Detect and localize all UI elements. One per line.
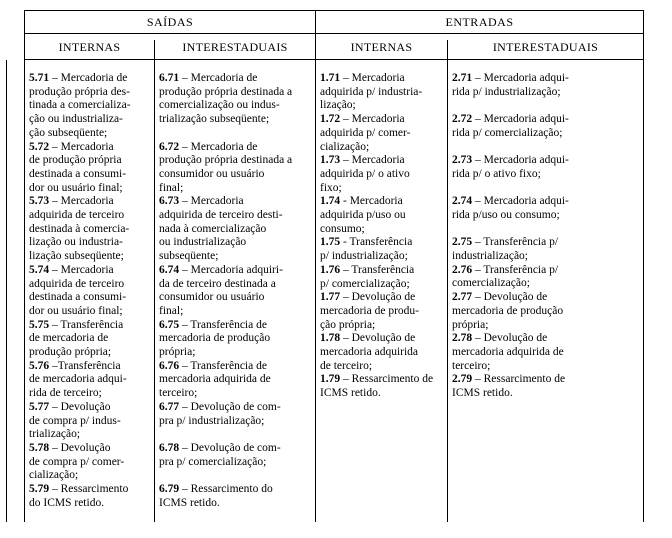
cfop-entry — [29, 195, 153, 264]
cfop-entry — [320, 264, 446, 291]
cfop-description: – Transferência de mercadoria de produção própria; — [159, 318, 271, 359]
outer-margin-line — [6, 60, 7, 522]
cfop-description: – Mercadoria adquirida de terceiro destinada a consumi- dor ou usuário final; — [29, 263, 127, 317]
cfop-description: – Mercadoria de produção própria des- tinada a comercializa- ção ou industrializa- ção subseqüente; — [29, 72, 131, 139]
cfop-description: – Mercadoria adquirida de terceiro desti- nada à comercialização ou industrialização subseqüente; — [159, 195, 283, 263]
cfop-description: – Mercadoria adquirida de terceiro destinada à comercia- lização ou industria- lização subseqüente; — [29, 195, 130, 263]
cfop-code: 2.75 — [452, 236, 473, 249]
cfop-entry — [159, 319, 315, 360]
saidas-entradas-divider — [315, 10, 316, 522]
cfop-description: – Devolução de mercadoria de produção própria; — [452, 291, 564, 331]
cfop-entry — [29, 442, 153, 483]
cfop-code: 2.74 — [452, 195, 473, 208]
cfop-entry — [452, 332, 642, 373]
cfop-entry — [452, 264, 642, 291]
saidas-internas-heading: INTERNAS — [58, 40, 121, 54]
entry-spacer — [452, 99, 642, 113]
entradas-interestaduais-column — [452, 72, 642, 401]
cfop-code: 6.72 — [159, 140, 180, 153]
cfop-description: – Transferência p/ industrialização; — [452, 236, 559, 263]
saidas-heading: SAÍDAS — [146, 15, 194, 29]
cfop-code: 1.72 — [320, 113, 341, 126]
cfop-description: – Transferência de mercadoria adquirida de terceiro; — [159, 359, 271, 400]
cfop-entry — [159, 195, 315, 264]
cfop-entry — [159, 401, 315, 428]
cfop-entry — [320, 332, 446, 373]
cfop-description: – Mercadoria adquirida p/ industria- lização; — [320, 72, 423, 112]
entradas-column-divider — [447, 40, 448, 522]
cfop-entry — [29, 401, 153, 442]
cfop-code: 2.79 — [452, 373, 473, 386]
cfop-entry — [452, 72, 642, 99]
cfop-description: – Devolução de mercadoria adquirida de terceiro; — [320, 332, 419, 372]
cfop-entry — [320, 195, 446, 236]
cfop-description: – Devolução de mercadoria de produ- ção própria; — [320, 291, 419, 331]
cfop-description: – Mercadoria adqui- rida p/ comercialização; — [452, 113, 569, 139]
cfop-code: 6.79 — [159, 483, 180, 496]
cfop-code: 5.72 — [29, 140, 50, 153]
cfop-code: 6.73 — [159, 195, 180, 208]
cfop-code: 1.75 — [320, 236, 341, 249]
cfop-description: – Ressarcimento de ICMS retido. — [320, 373, 434, 400]
cfop-code: 5.74 — [29, 263, 50, 276]
entradas-interestaduais-heading: INTERESTADUAIS — [492, 40, 599, 54]
cfop-description: – Mercadoria adquiri- da de terceiro destinada a consumidor ou usuário final; — [159, 263, 283, 317]
cfop-description: – Devolução de com- pra p/ industrialização; — [159, 400, 281, 427]
cfop-entry — [159, 483, 315, 510]
cfop-code: 2.76 — [452, 263, 473, 276]
cfop-description: – Mercadoria adquirida p/ o ativo fixo; — [320, 154, 410, 194]
saidas-interestaduais-column — [159, 72, 315, 510]
entry-spacer — [159, 428, 315, 442]
cfop-description: – Ressarcimento de ICMS retido. — [452, 373, 566, 400]
cfop-entry — [29, 319, 153, 360]
cfop-code: 6.77 — [159, 400, 180, 413]
cfop-entry — [159, 72, 315, 127]
cfop-code: 6.71 — [159, 72, 180, 84]
cfop-entry — [452, 373, 642, 400]
saidas-internas-column — [29, 72, 153, 511]
cfop-entry — [29, 72, 153, 141]
cfop-description: – Devolução de mercadoria adquirida de terceiro; — [452, 332, 564, 372]
entradas-internas-heading: INTERNAS — [350, 40, 413, 54]
cfop-code: 1.79 — [320, 373, 341, 386]
entry-spacer — [159, 127, 315, 141]
cfop-code: 5.71 — [29, 72, 50, 84]
cfop-description: – Mercadoria adqui- rida p/ o ativo fixo; — [452, 154, 569, 180]
cfop-description: – Transferência de mercadoria de produção própria; — [29, 318, 124, 359]
entradas-internas-column — [320, 72, 446, 401]
cfop-description: – Ressarcimento do ICMS retido. — [159, 483, 273, 509]
cfop-entry — [452, 291, 642, 332]
cfop-description: – Mercadoria de produção própria destinada a consumidor ou usuário final; — [159, 140, 293, 194]
cfop-code: 6.74 — [159, 263, 180, 276]
cfop-entry — [452, 113, 642, 140]
cfop-description: – Transferência p/ comercialização; — [320, 263, 415, 290]
cfop-entry — [452, 195, 642, 222]
cfop-entry — [29, 264, 153, 319]
cfop-code: 2.73 — [452, 154, 473, 167]
cfop-entry — [452, 154, 642, 181]
cfop-description: - Transferência p/ industrialização; — [320, 236, 413, 263]
cfop-description: – Devolução de com- pra p/ comercialização; — [159, 441, 281, 468]
cfop-code: 1.71 — [320, 72, 341, 84]
cfop-description: – Devolução de compra p/ comer- cialização; — [29, 441, 125, 482]
entry-spacer — [159, 469, 315, 483]
cfop-code: 1.73 — [320, 154, 341, 167]
cfop-entry — [159, 141, 315, 196]
cfop-entry — [320, 373, 446, 400]
cfop-code: 2.72 — [452, 113, 473, 126]
cfop-entry — [159, 264, 315, 319]
cfop-entry — [29, 483, 153, 510]
cfop-description: – Devolução de compra p/ indus- trialização; — [29, 400, 121, 441]
cfop-description: – Ressarcimento do ICMS retido. — [29, 483, 129, 509]
cfop-entry — [159, 442, 315, 469]
cfop-code: 2.71 — [452, 72, 473, 84]
cfop-code: 6.75 — [159, 318, 180, 331]
cfop-description: – Mercadoria adquirida p/ comer- cialização; — [320, 113, 411, 153]
cfop-entry — [159, 360, 315, 401]
cfop-code: 5.73 — [29, 195, 50, 208]
cfop-code: 5.76 — [29, 359, 50, 372]
subheader-divider — [24, 59, 644, 60]
cfop-description: – Mercadoria adqui- rida p/uso ou consumo; — [452, 195, 569, 221]
entry-spacer — [452, 223, 642, 237]
table-top-border — [24, 10, 644, 11]
cfop-code: 1.74 — [320, 195, 341, 208]
cfop-entry — [452, 236, 642, 263]
cfop-code: 5.77 — [29, 400, 50, 413]
cfop-entry — [29, 360, 153, 401]
cfop-code: 5.78 — [29, 441, 50, 454]
saidas-column-divider — [154, 40, 155, 522]
cfop-code: 2.78 — [452, 332, 473, 345]
cfop-entry — [320, 291, 446, 332]
cfop-description: – Mercadoria de produção própria destinada a consumi- dor ou usuário final; — [29, 140, 127, 194]
cfop-description: – Transferência p/ comercialização; — [452, 263, 559, 290]
cfop-description: –Transferência de mercadoria adqui- rida de terceiro; — [29, 359, 127, 400]
cfop-code: 6.78 — [159, 441, 180, 454]
cfop-description: – Mercadoria adqui- rida p/ industrialização; — [452, 72, 569, 98]
entry-spacer — [452, 141, 642, 155]
cfop-code: 5.79 — [29, 483, 50, 496]
cfop-entry — [29, 141, 153, 196]
cfop-code: 1.76 — [320, 263, 341, 276]
cfop-code: 5.75 — [29, 318, 50, 331]
entry-spacer — [452, 182, 642, 196]
saidas-interestaduais-heading: INTERESTADUAIS — [182, 40, 288, 54]
cfop-code: 1.77 — [320, 291, 341, 304]
cfop-entry — [320, 236, 446, 263]
cfop-description: – Mercadoria de produção própria destinada a comercialização ou indus- trialização subseqüente; — [159, 72, 293, 126]
left-border — [24, 10, 25, 522]
entradas-heading: ENTRADAS — [445, 15, 514, 29]
cfop-code: 2.77 — [452, 291, 473, 304]
cfop-entry — [320, 154, 446, 195]
cfop-description: - Mercadoria adquirida p/uso ou consumo; — [320, 195, 406, 235]
cfop-code: 1.78 — [320, 332, 341, 345]
right-border — [643, 10, 644, 522]
cfop-entry — [320, 72, 446, 113]
cfop-code: 6.76 — [159, 359, 180, 372]
group-header-divider — [24, 33, 644, 34]
cfop-entry — [320, 113, 446, 154]
